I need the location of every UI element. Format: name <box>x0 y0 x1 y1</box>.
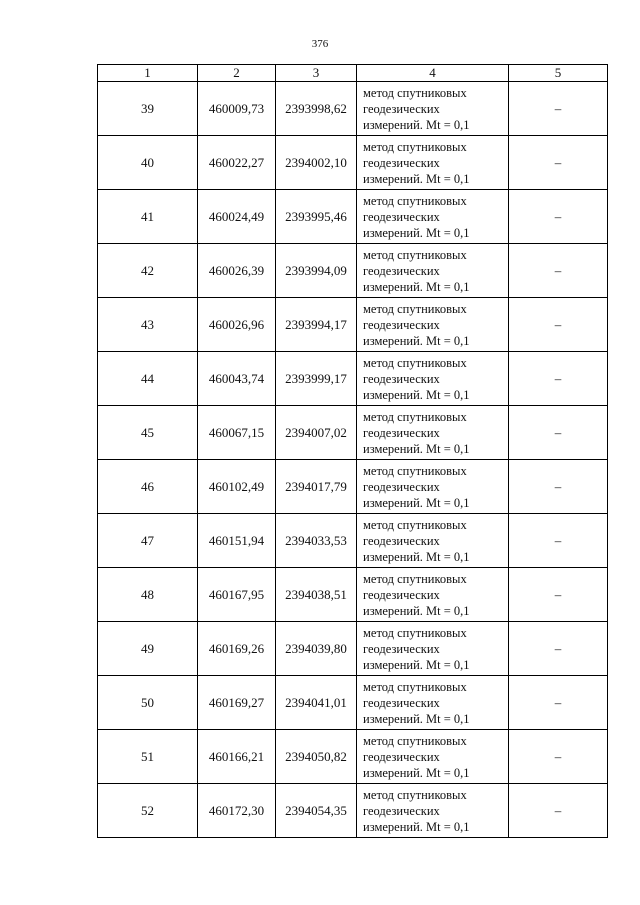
x-coordinate-cell: 460024,49 <box>198 190 276 244</box>
method-line: измерений. Mt = 0,1 <box>363 603 470 618</box>
method-cell <box>357 784 509 838</box>
y-coordinate-cell: 2394033,53 <box>276 514 357 568</box>
x-coordinate-cell: 460172,30 <box>198 784 276 838</box>
note-cell: – <box>509 622 608 676</box>
table-row <box>98 622 608 676</box>
column-header: 4 <box>357 65 509 82</box>
column-header: 3 <box>276 65 357 82</box>
note-cell: – <box>509 136 608 190</box>
method-line: метод спутниковых <box>363 193 467 208</box>
y-coordinate-cell: 2393999,17 <box>276 352 357 406</box>
method-cell <box>357 514 509 568</box>
method-line: геодезических <box>363 425 440 440</box>
x-coordinate-cell: 460009,73 <box>198 82 276 136</box>
x-coordinate-cell: 460026,39 <box>198 244 276 298</box>
x-coordinate-cell: 460067,15 <box>198 406 276 460</box>
method-line: измерений. Mt = 0,1 <box>363 171 470 186</box>
y-coordinate-cell: 2394017,79 <box>276 460 357 514</box>
coordinates-table <box>97 64 608 838</box>
method-line: геодезических <box>363 263 440 278</box>
method-cell <box>357 622 509 676</box>
method-cell <box>357 568 509 622</box>
table-row <box>98 298 608 352</box>
method-line: геодезических <box>363 641 440 656</box>
method-line: метод спутниковых <box>363 787 467 802</box>
point-number-cell: 49 <box>98 622 198 676</box>
method-line: метод спутниковых <box>363 85 467 100</box>
method-cell <box>357 190 509 244</box>
table-row <box>98 514 608 568</box>
method-line: метод спутниковых <box>363 355 467 370</box>
x-coordinate-cell: 460166,21 <box>198 730 276 784</box>
method-line: измерений. Mt = 0,1 <box>363 279 470 294</box>
method-line: метод спутниковых <box>363 517 467 532</box>
note-cell: – <box>509 82 608 136</box>
method-line: метод спутниковых <box>363 733 467 748</box>
y-coordinate-cell: 2394007,02 <box>276 406 357 460</box>
table-row <box>98 190 608 244</box>
point-number-cell: 50 <box>98 676 198 730</box>
y-coordinate-cell: 2394050,82 <box>276 730 357 784</box>
method-line: измерений. Mt = 0,1 <box>363 225 470 240</box>
table-row <box>98 352 608 406</box>
method-line: геодезических <box>363 101 440 116</box>
point-number-cell: 43 <box>98 298 198 352</box>
method-line: геодезических <box>363 317 440 332</box>
table-row <box>98 136 608 190</box>
y-coordinate-cell: 2394002,10 <box>276 136 357 190</box>
method-line: геодезических <box>363 371 440 386</box>
point-number-cell: 41 <box>98 190 198 244</box>
point-number-cell: 47 <box>98 514 198 568</box>
method-cell <box>357 136 509 190</box>
method-line: геодезических <box>363 533 440 548</box>
column-header: 2 <box>198 65 276 82</box>
x-coordinate-cell: 460026,96 <box>198 298 276 352</box>
table-row <box>98 244 608 298</box>
method-line: измерений. Mt = 0,1 <box>363 711 470 726</box>
method-cell <box>357 82 509 136</box>
method-cell <box>357 730 509 784</box>
x-coordinate-cell: 460022,27 <box>198 136 276 190</box>
page-number: 376 <box>311 38 329 50</box>
note-cell: – <box>509 730 608 784</box>
table-row <box>98 730 608 784</box>
table-header-row <box>98 65 608 82</box>
table-row <box>98 784 608 838</box>
note-cell: – <box>509 784 608 838</box>
y-coordinate-cell: 2394041,01 <box>276 676 357 730</box>
note-cell: – <box>509 298 608 352</box>
note-cell: – <box>509 676 608 730</box>
note-cell: – <box>509 514 608 568</box>
note-cell: – <box>509 352 608 406</box>
note-cell: – <box>509 460 608 514</box>
point-number-cell: 39 <box>98 82 198 136</box>
method-line: геодезических <box>363 155 440 170</box>
method-line: геодезических <box>363 479 440 494</box>
note-cell: – <box>509 244 608 298</box>
x-coordinate-cell: 460167,95 <box>198 568 276 622</box>
method-cell <box>357 298 509 352</box>
x-coordinate-cell: 460169,27 <box>198 676 276 730</box>
method-line: геодезических <box>363 587 440 602</box>
y-coordinate-cell: 2394054,35 <box>276 784 357 838</box>
y-coordinate-cell: 2394039,80 <box>276 622 357 676</box>
method-line: геодезических <box>363 209 440 224</box>
point-number-cell: 45 <box>98 406 198 460</box>
note-cell: – <box>509 406 608 460</box>
y-coordinate-cell: 2393995,46 <box>276 190 357 244</box>
method-line: метод спутниковых <box>363 571 467 586</box>
method-line: метод спутниковых <box>363 625 467 640</box>
method-line: метод спутниковых <box>363 301 467 316</box>
table-row <box>98 568 608 622</box>
point-number-cell: 52 <box>98 784 198 838</box>
method-line: измерений. Mt = 0,1 <box>363 657 470 672</box>
x-coordinate-cell: 460102,49 <box>198 460 276 514</box>
x-coordinate-cell: 460169,26 <box>198 622 276 676</box>
column-header: 1 <box>98 65 198 82</box>
x-coordinate-cell: 460151,94 <box>198 514 276 568</box>
point-number-cell: 42 <box>98 244 198 298</box>
y-coordinate-cell: 2393994,09 <box>276 244 357 298</box>
point-number-cell: 40 <box>98 136 198 190</box>
y-coordinate-cell: 2393998,62 <box>276 82 357 136</box>
method-cell <box>357 460 509 514</box>
method-line: геодезических <box>363 695 440 710</box>
method-line: измерений. Mt = 0,1 <box>363 549 470 564</box>
method-line: геодезических <box>363 749 440 764</box>
method-line: измерений. Mt = 0,1 <box>363 765 470 780</box>
method-line: метод спутниковых <box>363 463 467 478</box>
method-line: измерений. Mt = 0,1 <box>363 819 470 834</box>
table-row <box>98 82 608 136</box>
method-line: измерений. Mt = 0,1 <box>363 387 470 402</box>
method-cell <box>357 676 509 730</box>
method-cell <box>357 352 509 406</box>
point-number-cell: 46 <box>98 460 198 514</box>
method-line: метод спутниковых <box>363 247 467 262</box>
table-row <box>98 460 608 514</box>
y-coordinate-cell: 2394038,51 <box>276 568 357 622</box>
method-line: измерений. Mt = 0,1 <box>363 441 470 456</box>
method-line: измерений. Mt = 0,1 <box>363 117 470 132</box>
method-line: измерений. Mt = 0,1 <box>363 495 470 510</box>
x-coordinate-cell: 460043,74 <box>198 352 276 406</box>
method-line: измерений. Mt = 0,1 <box>363 333 470 348</box>
method-line: геодезических <box>363 803 440 818</box>
point-number-cell: 48 <box>98 568 198 622</box>
method-line: метод спутниковых <box>363 409 467 424</box>
table-row <box>98 676 608 730</box>
method-line: метод спутниковых <box>363 139 467 154</box>
method-line: метод спутниковых <box>363 679 467 694</box>
column-header: 5 <box>509 65 608 82</box>
note-cell: – <box>509 190 608 244</box>
method-cell <box>357 244 509 298</box>
y-coordinate-cell: 2393994,17 <box>276 298 357 352</box>
note-cell: – <box>509 568 608 622</box>
method-cell <box>357 406 509 460</box>
point-number-cell: 51 <box>98 730 198 784</box>
point-number-cell: 44 <box>98 352 198 406</box>
table-row <box>98 406 608 460</box>
